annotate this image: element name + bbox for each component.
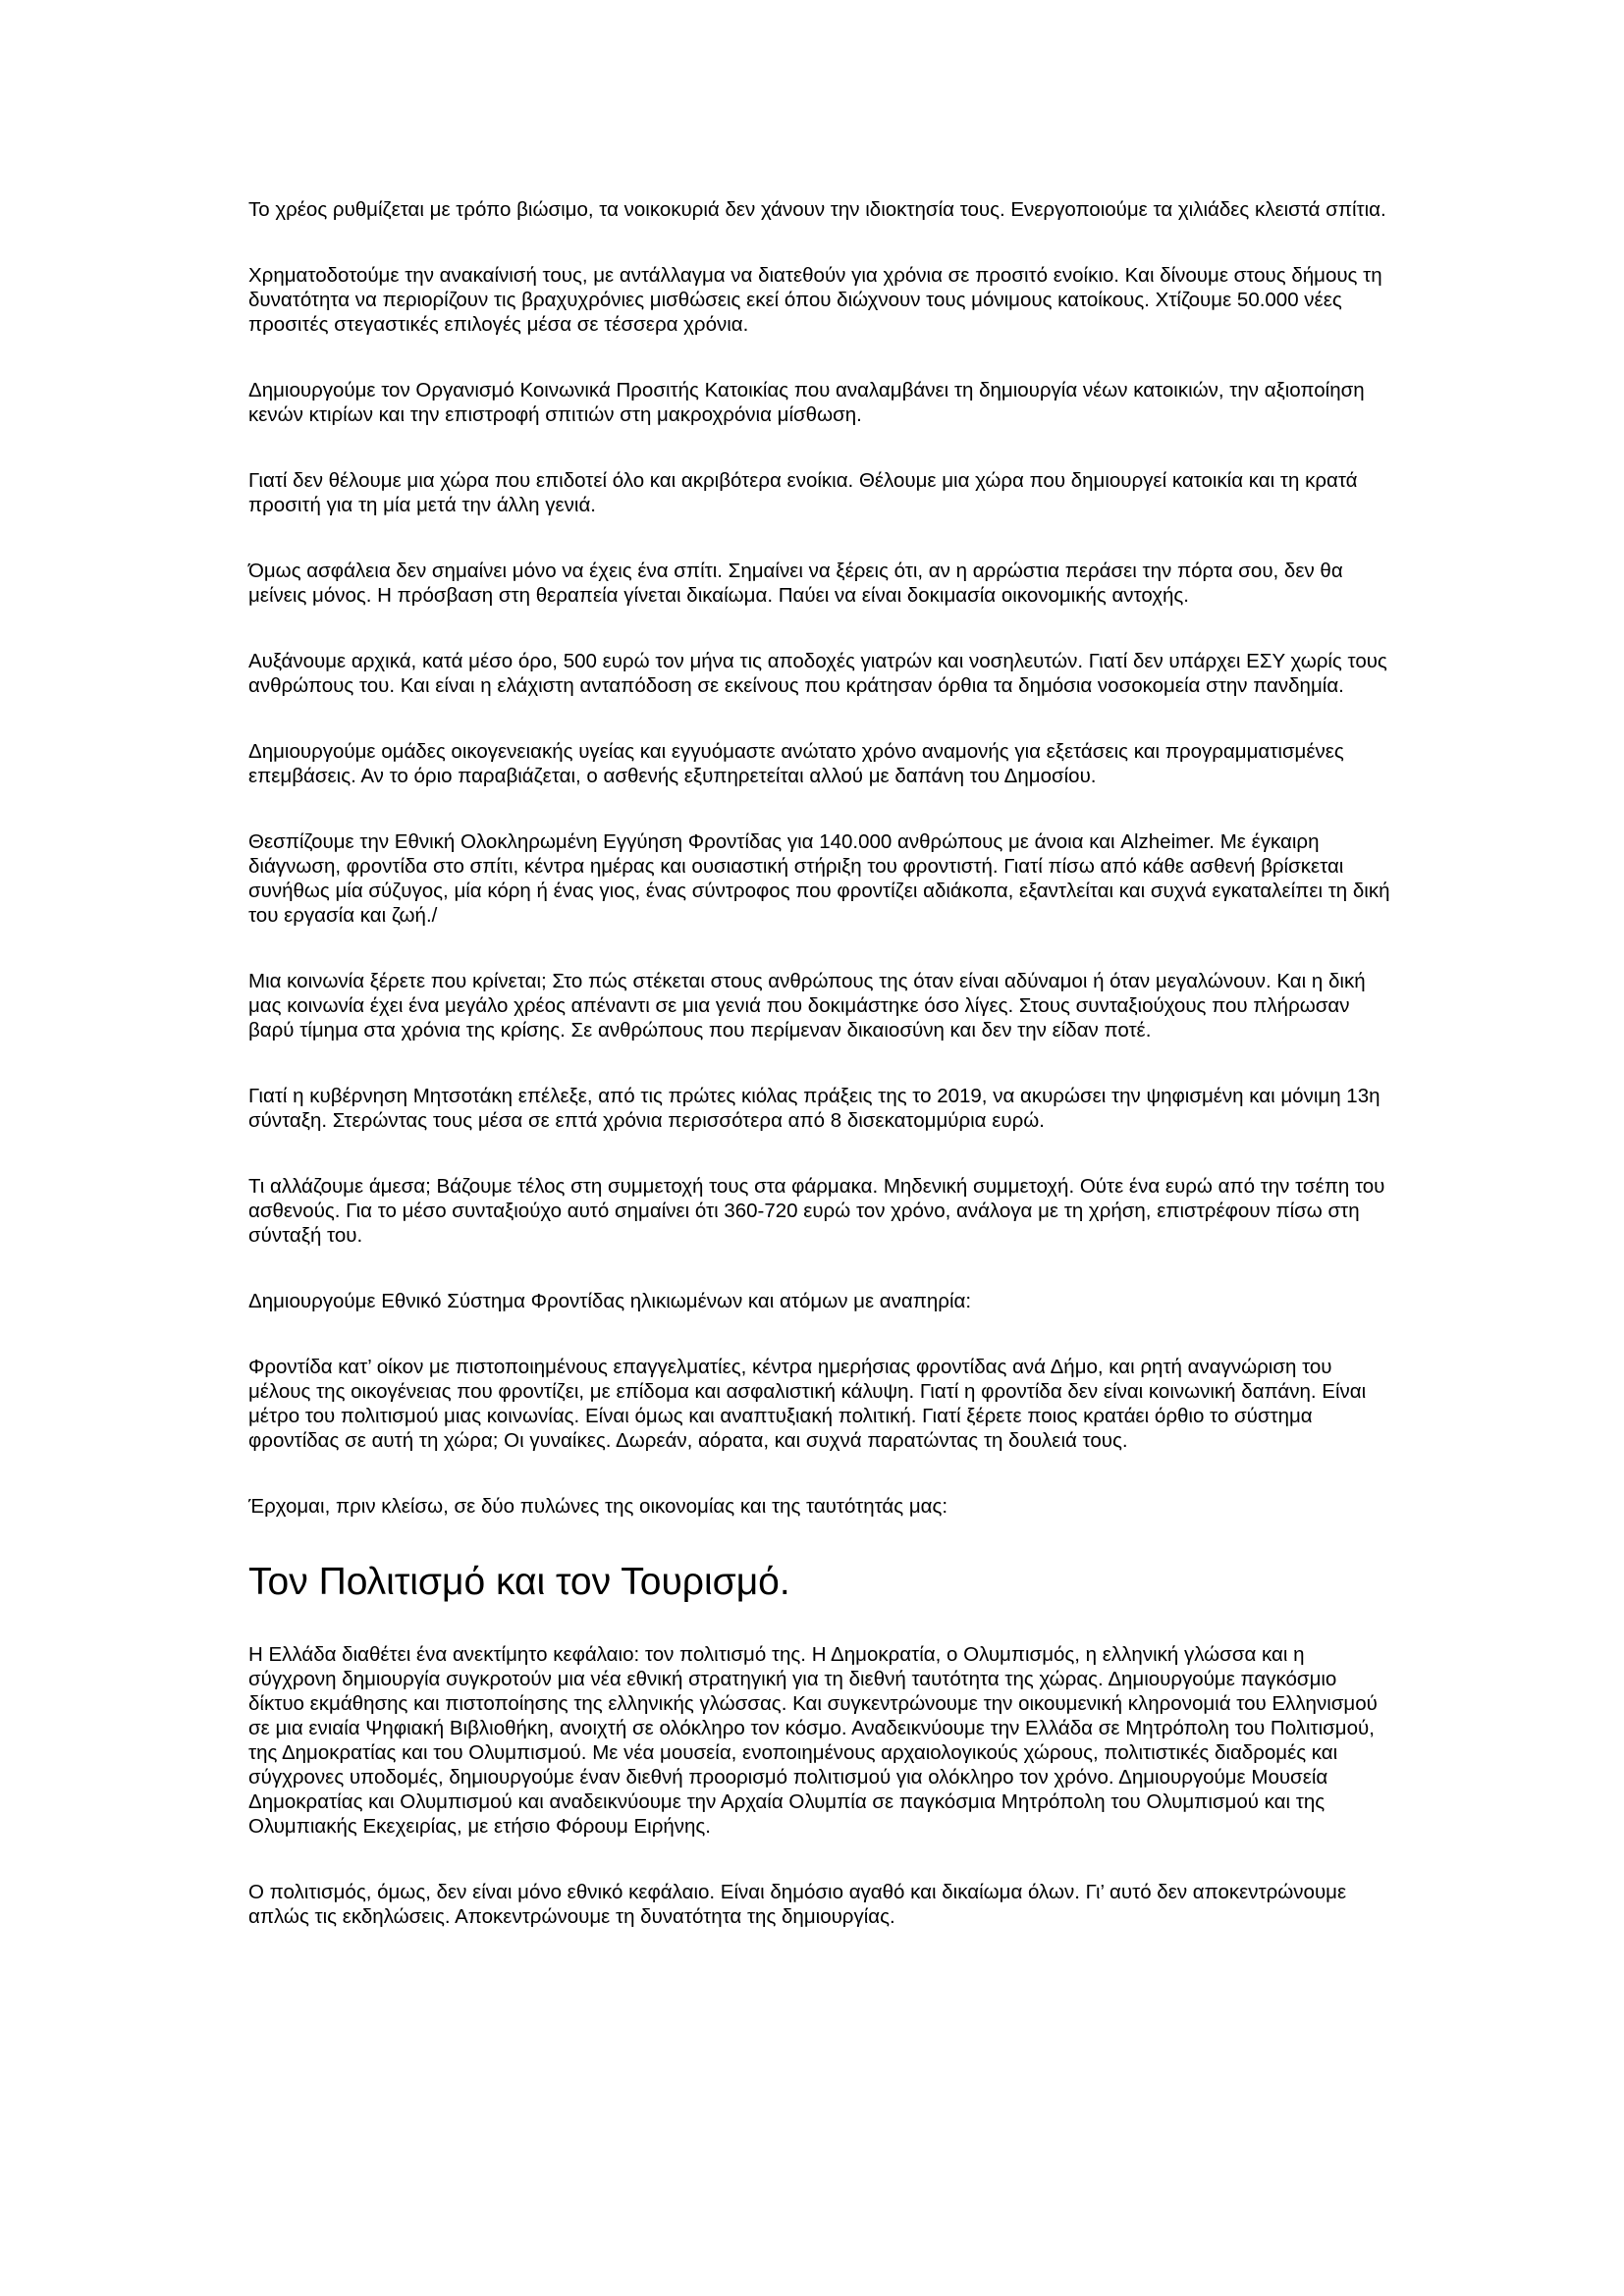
paragraph: Θεσπίζουμε την Εθνική Ολοκληρωμένη Εγγύηση Φροντίδας για 140.000 ανθρώπους με άνοια και Alzheimer. Με έγκαιρη διάγνωση, φροντίδα στο σπίτι, κέντρα ημέρας και ουσιαστική στήριξη του φροντιστή. Γιατί πίσω από κάθε ασθενή βρίσκεται συνήθως μία σύζυγος, μία κόρη ή ένας γιος, ένας σύντροφος που φροντίζει αδιάκοπα, εξαντλείται και συχνά εγκαταλείπει τη δική του εργασία και ζωή./ bbox=[248, 830, 1390, 927]
paragraph: Δημιουργούμε τον Οργανισμό Κοινωνικά Προσιτής Κατοικίας που αναλαμβάνει τη δημιουργία νέων κατοικιών, την αξιοποίηση κενών κτιρίων και την επιστροφή σπιτιών στη μακροχρόνια μίσθωση. bbox=[248, 379, 1365, 426]
paragraph: Μια κοινωνία ξέρετε που κρίνεται; Στο πώς στέκεται στους ανθρώπους της όταν είναι αδύναμοι ή όταν μεγαλώνουν. Και η δική μας κοινωνία έχει ένα μεγάλο χρέος απέναντι σε μια γενιά που δοκιμάστηκε όσο λίγες. Στους συνταξιούχους που πλήρωσαν βαρύ τίμημα στα χρόνια της κρίσης. Σε ανθρώπους που περίμεναν δικαιοσύνη και δεν την είδαν ποτέ. bbox=[248, 970, 1366, 1041]
paragraph: Όμως ασφάλεια δεν σημαίνει μόνο να έχεις ένα σπίτι. Σημαίνει να ξέρεις ότι, αν η αρρώστια περάσει την πόρτα σου, δεν θα μείνεις μόνος. Η πρόσβαση στη θεραπεία γίνεται δικαίωμα. Παύει να είναι δοκιμασία οικονομικής αντοχής. bbox=[248, 560, 1343, 607]
paragraph: Τι αλλάζουμε άμεσα; Βάζουμε τέλος στη συμμετοχή τους στα φάρμακα. Μηδενική συμμετοχή. Ούτε ένα ευρώ από την τσέπη του ασθενούς. Για το μέσο συνταξιούχο αυτό σημαίνει ότι 360-720 ευρώ τον χρόνο, ανάλογα με τη χρήση, επιστρέφουν πίσω στη σύνταξή του. bbox=[248, 1175, 1385, 1247]
paragraph: Δημιουργούμε ομάδες οικογενειακής υγείας και εγγυόμαστε ανώτατο χρόνο αναμονής για εξετάσεις και προγραμματισμένες επεμβάσεις. Αν το όριο παραβιάζεται, ο ασθενής εξυπηρετείται αλλού με δαπάνη του Δημοσίου. bbox=[248, 740, 1344, 787]
paragraph: Έρχομαι, πριν κλείσω, σε δύο πυλώνες της οικονομίας και της ταυτότητάς μας: bbox=[248, 1495, 948, 1518]
paragraph: Το χρέος ρυθμίζεται με τρόπο βιώσιμο, τα νοικοκυριά δεν χάνουν την ιδιοκτησία τους. Ενεργοποιούμε τα χιλιάδες κλειστά σπίτια. bbox=[248, 198, 1386, 221]
paragraph: Ο πολιτισμός, όμως, δεν είναι μόνο εθνικό κεφάλαιο. Είναι δημόσιο αγαθό και δικαίωμα όλων. Γι’ αυτό δεν αποκεντρώνουμε απλώς τις εκδηλώσεις. Αποκεντρώνουμε τη δυνατότητα της δημιουργίας. bbox=[248, 1881, 1347, 1928]
paragraph: Δημιουργούμε Εθνικό Σύστημα Φροντίδας ηλικιωμένων και ατόμων με αναπηρία: bbox=[248, 1290, 972, 1312]
paragraph: Χρηματοδοτούμε την ανακαίνισή τους, με αντάλλαγμα να διατεθούν για χρόνια σε προσιτό ενοίκιο. Και δίνουμε στους δήμους τη δυνατότητα να περιορίζουν τις βραχυχρόνιες μισθώσεις εκεί όπου διώχνουν τους μόνιμους κατοίκους. Χτίζουμε 50.000 νέες προσιτές στεγαστικές επιλογές μέσα σε τέσσερα χρόνια. bbox=[248, 264, 1382, 336]
paragraph: Γιατί δεν θέλουμε μια χώρα που επιδοτεί όλο και ακριβότερα ενοίκια. Θέλουμε μια χώρα που δημιουργεί κατοικία και τη κρατά προσιτή για τη μία μετά την άλλη γενιά. bbox=[248, 469, 1358, 516]
paragraph: Αυξάνουμε αρχικά, κατά μέσο όρο, 500 ευρώ τον μήνα τις αποδοχές γιατρών και νοσηλευτών. Γιατί δεν υπάρχει ΕΣΥ χωρίς τους ανθρώπους του. Και είναι η ελάχιστη ανταπόδοση σε εκείνους που κράτησαν όρθια τα δημόσια νοσοκομεία στην πανδημία. bbox=[248, 650, 1387, 697]
document-body bbox=[248, 197, 1397, 1970]
paragraph: Γιατί η κυβέρνηση Μητσοτάκη επέλεξε, από τις πρώτες κιόλας πράξεις της το 2019, να ακυρώσει την ψηφισμένη και μόνιμη 13η σύνταξη. Στερώντας τους μέσα σε επτά χρόνια περισσότερα από 8 δισεκατομμύρια ευρώ. bbox=[248, 1085, 1380, 1132]
section-heading: Τον Πολιτισμό και τον Τουρισμό. bbox=[248, 1561, 790, 1603]
paragraph: Η Ελλάδα διαθέτει ένα ανεκτίμητο κεφάλαιο: τον πολιτισμό της. Η Δημοκρατία, ο Ολυμπισμός, η ελληνική γλώσσα και η σύγχρονη δημιουργία συγκροτούν μια νέα εθνική στρατηγική για τη διεθνή ταυτότητα της χώρας. Δημιουργούμε παγκόσμιο δίκτυο εκμάθησης και πιστοποίησης της ελληνικής γλώσσας. Και συγκεντρώνουμε την οικουμενική κληρονομιά του Ελληνισμού σε μια ενιαία Ψηφιακή Βιβλιοθήκη, ανοιχτή σε ολόκληρο τον κόσμο. Αναδεικνύουμε την Ελλάδα σε Μητρόπολη του Πολιτισμού, της Δημοκρατίας και του Ολυμπισμού. Με νέα μουσεία, ενοποιημένους αρχαιολογικούς χώρους, πολιτιστικές διαδρομές και σύγχρονες υποδομές, δημιουργούμε έναν διεθνή προορισμό πολιτισμού για ολόκληρο τον χρόνο. Δημιουργούμε Μουσεία Δημοκρατίας και Ολυμπισμού και αναδεικνύουμε την Αρχαία Ολυμπία σε παγκόσμια Μητρόπολη του Ολυμπισμού και της Ολυμπιακής Εκεχειρίας, με ετήσιο Φόρουμ Ειρήνης. bbox=[248, 1643, 1378, 1838]
paragraph: Φροντίδα κατ’ οίκον με πιστοποιημένους επαγγελματίες, κέντρα ημερήσιας φροντίδας ανά Δήμο, και ρητή αναγνώριση του μέλους της οικογένειας που φροντίζει, με επίδομα και ασφαλιστική κάλυψη. Γιατί η φροντίδα δεν είναι κοινωνική δαπάνη. Είναι μέτρο του πολιτισμού μιας κοινωνίας. Είναι όμως και αναπτυξιακή πολιτική. Γιατί ξέρετε ποιος κρατάει όρθιο το σύστημα φροντίδας σε αυτή τη χώρα; Οι γυναίκες. Δωρεάν, αόρατα, και συχνά παρατώντας τη δουλειά τους. bbox=[248, 1356, 1367, 1452]
